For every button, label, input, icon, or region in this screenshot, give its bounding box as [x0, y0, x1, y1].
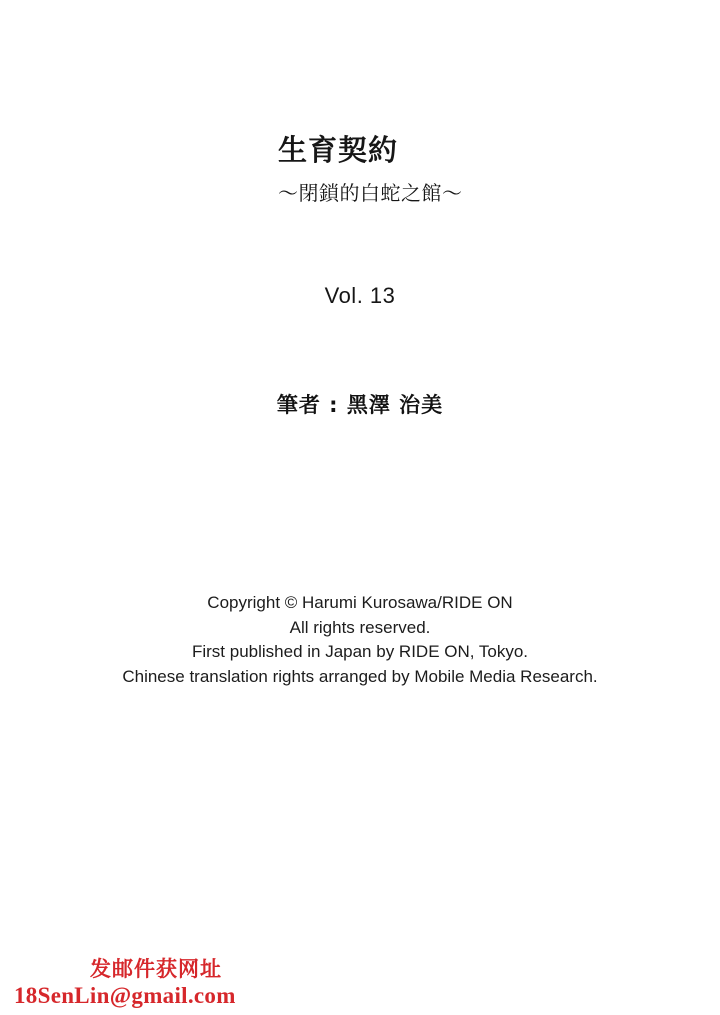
copyright-line-4: Chinese translation rights arranged by Mobile Media Research. [122, 666, 598, 686]
volume-label: Vol. 13 [324, 283, 396, 308]
watermark-line-2: 18SenLin@gmail.com [14, 983, 236, 1009]
copyright-line-1: Copyright © Harumi Kurosawa/RIDE ON [207, 593, 513, 612]
title-block [278, 134, 463, 205]
copyright-line-2: All rights reserved. [289, 617, 431, 637]
watermark-line-1: 发邮件获网址 [90, 957, 222, 981]
copyright-line-3: First published in Japan by RIDE ON, Tokyo. [191, 642, 529, 661]
page-title: 生育契約 [278, 133, 399, 167]
page-subtitle: 〜閉鎖的白蛇之館〜 [278, 181, 463, 206]
watermark [14, 956, 236, 1011]
copyright-block [0, 591, 720, 689]
author-label: 筆者 : 黑澤 治美 [276, 393, 444, 417]
